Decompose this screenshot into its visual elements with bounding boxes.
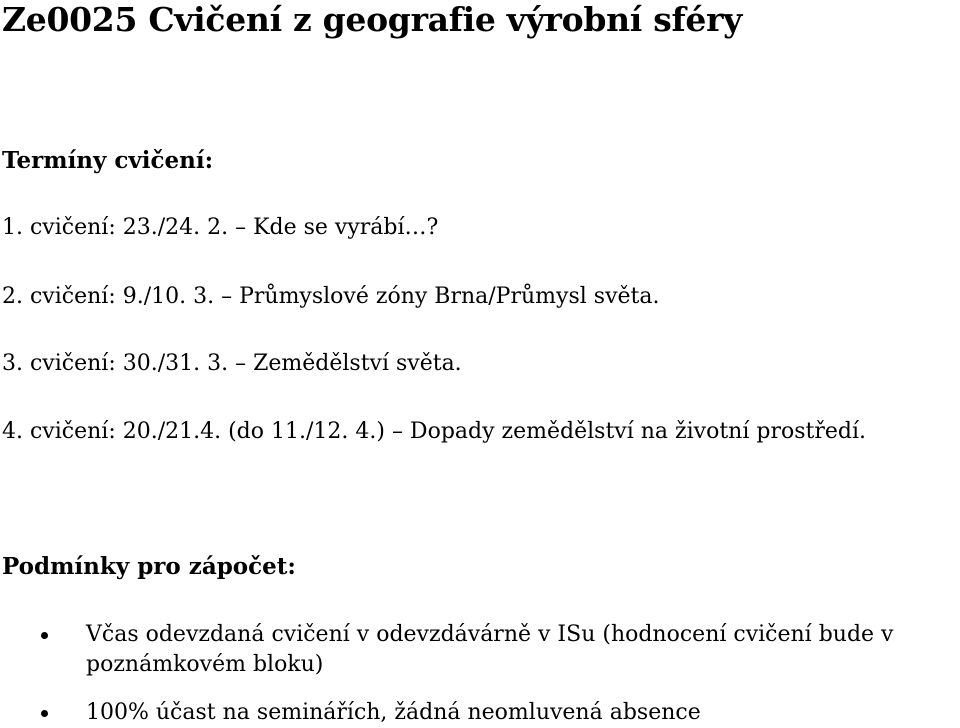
- schedule-item-4: 4. cvičení: 20./21.4. (do 11./12. 4.) – Dopady zemědělství na životní prostředí.: [2, 419, 866, 444]
- schedule-item-1: 1. cvičení: 23./24. 2. – Kde se vyrábí…?: [2, 215, 439, 240]
- schedule-item-3: 3. cvičení: 30./31. 3. – Zemědělství světa.: [2, 351, 462, 376]
- document-title: Ze0025 Cvičení z geografie výrobní sféry: [2, 0, 743, 39]
- bullet-icon: [41, 632, 48, 639]
- requirements-heading: Podmínky pro zápočet:: [2, 553, 296, 580]
- bullet-icon: [41, 710, 48, 717]
- schedule-heading: Termíny cvičení:: [2, 147, 214, 174]
- requirement-text-2: 100% účast na seminářích, žádná neomluvená absence: [86, 700, 701, 725]
- schedule-item-2: 2. cvičení: 9./10. 3. – Průmyslové zóny Brna/Průmysl světa.: [2, 284, 660, 309]
- requirement-text-1: Včas odevzdaná cvičení v odevzdávárně v ISu (hodnocení cvičení bude v poznámkovém bloku): [86, 622, 894, 677]
